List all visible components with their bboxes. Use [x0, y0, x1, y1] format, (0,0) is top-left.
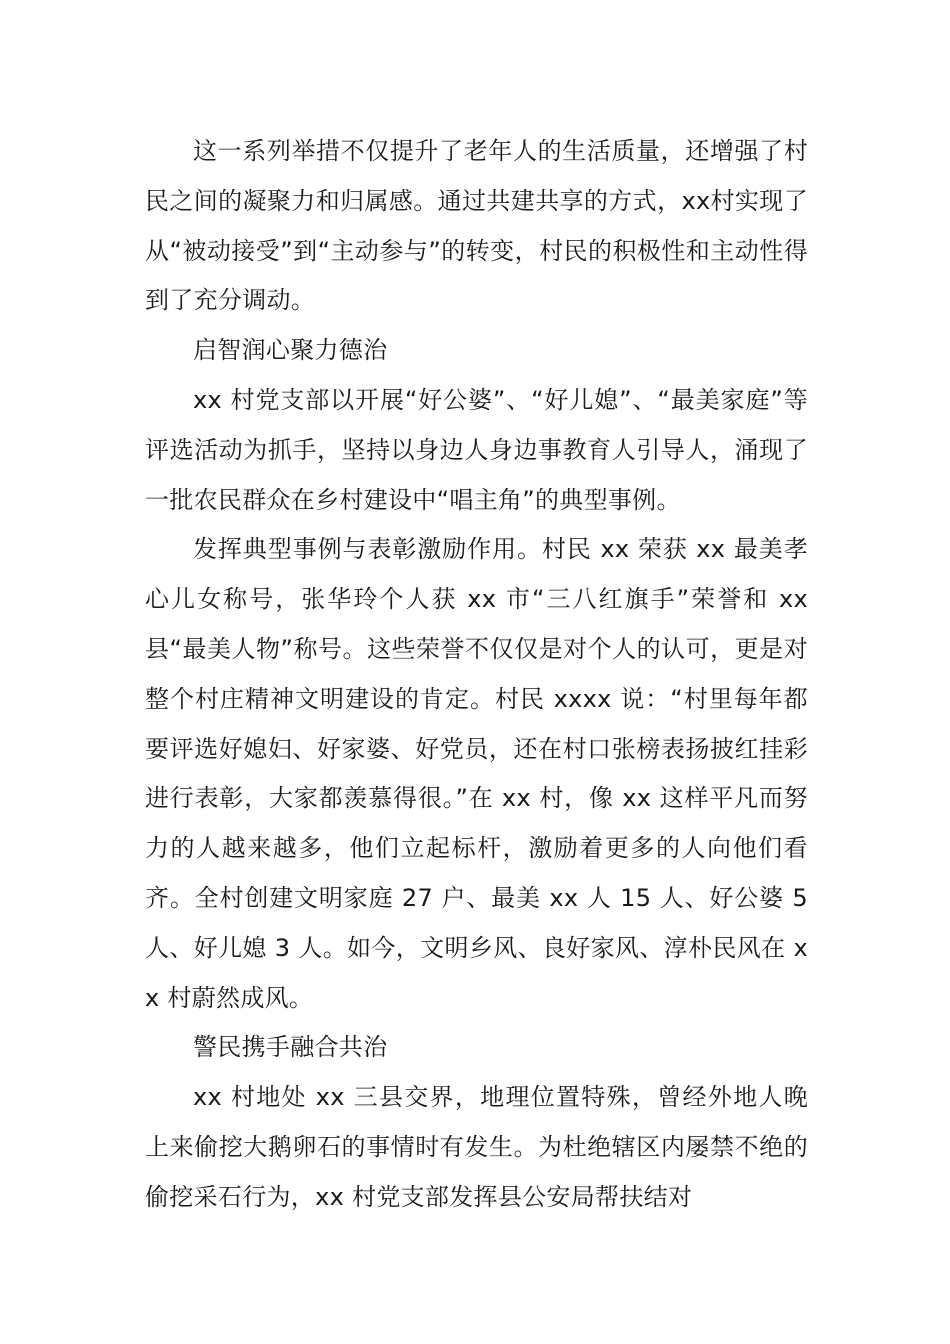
- body-paragraph: 这一系列举措不仅提升了老年人的生活质量，还增强了村民之间的凝聚力和归属感。通过共建共享的方式，xx村实现了从“被动接受”到“主动参与”的转变，村民的积极性和主动性得到了充分调动。: [145, 137, 808, 315]
- section-heading: 警民携手融合共治: [193, 1033, 388, 1062]
- document-body: [145, 127, 808, 1223]
- body-paragraph: 发挥典型事例与表彰激励作用。村民 xx 荣获 xx 最美孝心儿女称号，张华玲个人获 xx 市“三八红旗手”荣誉和 xx 县“最美人物”称号。这些荣誉不仅仅是对个人的认可，更是对整个村庄精神文明建设的肯定。村民 xxxx 说：“村里每年都要评选好媳妇、好家婆、好党员，还在村口张榜表扬披红挂彩进行表彰，大家都羡慕得很。”在 xx 村，像 xx 这样平凡而努力的人越来越多，他们立起标杆，激励着更多的人向他们看齐。全村创建文明家庭 27 户、最美 xx 人 15 人、好公婆 5 人、好儿媳 3 人。如今，文明乡风、良好家风、淳朴民风在 xx 村蔚然成风。: [145, 535, 808, 1012]
- body-paragraph: xx 村地处 xx 三县交界，地理位置特殊，曾经外地人晚上来偷挖大鹅卵石的事情时有发生。为杜绝辖区内屡禁不绝的偷挖采石行为，xx 村党支部发挥县公安局帮扶结对: [145, 1083, 808, 1211]
- section-heading: 启智润心聚力德治: [193, 336, 388, 365]
- body-paragraph: xx 村党支部以开展“好公婆”、“好儿媳”、“最美家庭”等评选活动为抓手，坚持以身边人身边事教育人引导人，涌现了一批农民群众在乡村建设中“唱主角”的典型事例。: [145, 385, 808, 514]
